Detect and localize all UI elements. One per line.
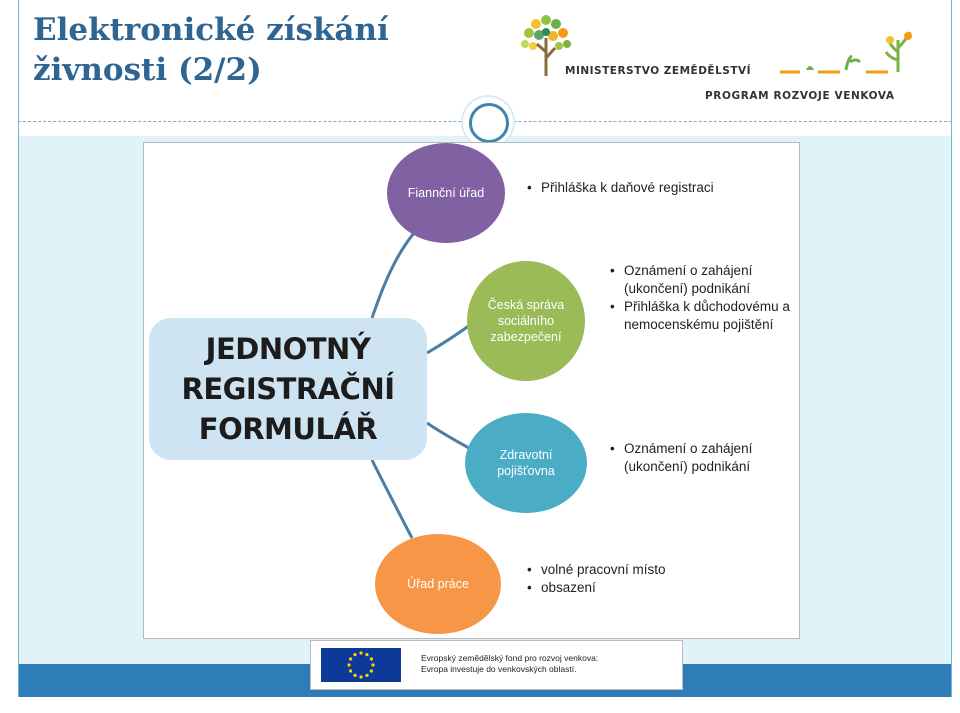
connector-financni-urad (372, 233, 414, 318)
node-zdravotni-pojistovna (465, 413, 587, 513)
circle-ornament-icon (463, 97, 513, 147)
bullet-list-cssz (610, 262, 800, 334)
center-form-box (149, 318, 427, 460)
node-label: Česká správa sociálního zabezpečení (487, 298, 565, 344)
eu-text-line-2: Evropa investuje do venkovských oblastí. (421, 664, 577, 674)
center-title-line-2: FORMULÁŘ (198, 412, 378, 446)
ministry-name: MINISTERSTVO ZEMĚDĚLSTVÍ (565, 65, 752, 77)
node-urad-prace (375, 534, 501, 634)
list-item: • Oznámení o zahájení (ukončení) podnikání (610, 440, 800, 476)
eu-text-line-1: Evropský zemědělský fond pro rozvoj venkova: (421, 653, 599, 663)
eu-fund-banner (310, 640, 683, 690)
connector-cssz (427, 325, 470, 353)
list-item: • Přihláška k daňové registraci (527, 179, 727, 197)
program-name: PROGRAM ROZVOJE VENKOVA (705, 90, 895, 102)
list-item: • volné pracovní místo (527, 561, 727, 579)
connector-urad-prace (372, 460, 412, 538)
list-item: • Oznámení o zahájení (ukončení) podnikání (610, 262, 800, 298)
bullet-list-zdravotni-pojistovna (610, 440, 800, 476)
node-financni-urad (387, 143, 505, 243)
registration-diagram (143, 142, 800, 639)
connector-zdravotni-pojistovna (427, 423, 469, 448)
list-item: • Přihláška k důchodovému a nemocenskému pojištění (610, 298, 800, 334)
center-title-line-1: JEDNOTNÝ REGISTRAČNÍ (181, 332, 395, 406)
eu-flag-icon (321, 648, 401, 682)
bullet-list-financni-urad (527, 179, 727, 197)
title-line-1: Elektronické získání (33, 12, 389, 48)
node-label: Úřad práce (407, 577, 469, 591)
title-line-2: živnosti (2/2) (33, 52, 262, 88)
bullet-list-urad-prace (527, 561, 727, 597)
eu-fund-text (421, 653, 598, 675)
node-cssz (467, 261, 585, 381)
node-label: Fiannční úřad (407, 186, 485, 200)
list-item: • obsazení (527, 579, 727, 597)
node-label: Zdravotní pojišťovna (497, 448, 555, 478)
